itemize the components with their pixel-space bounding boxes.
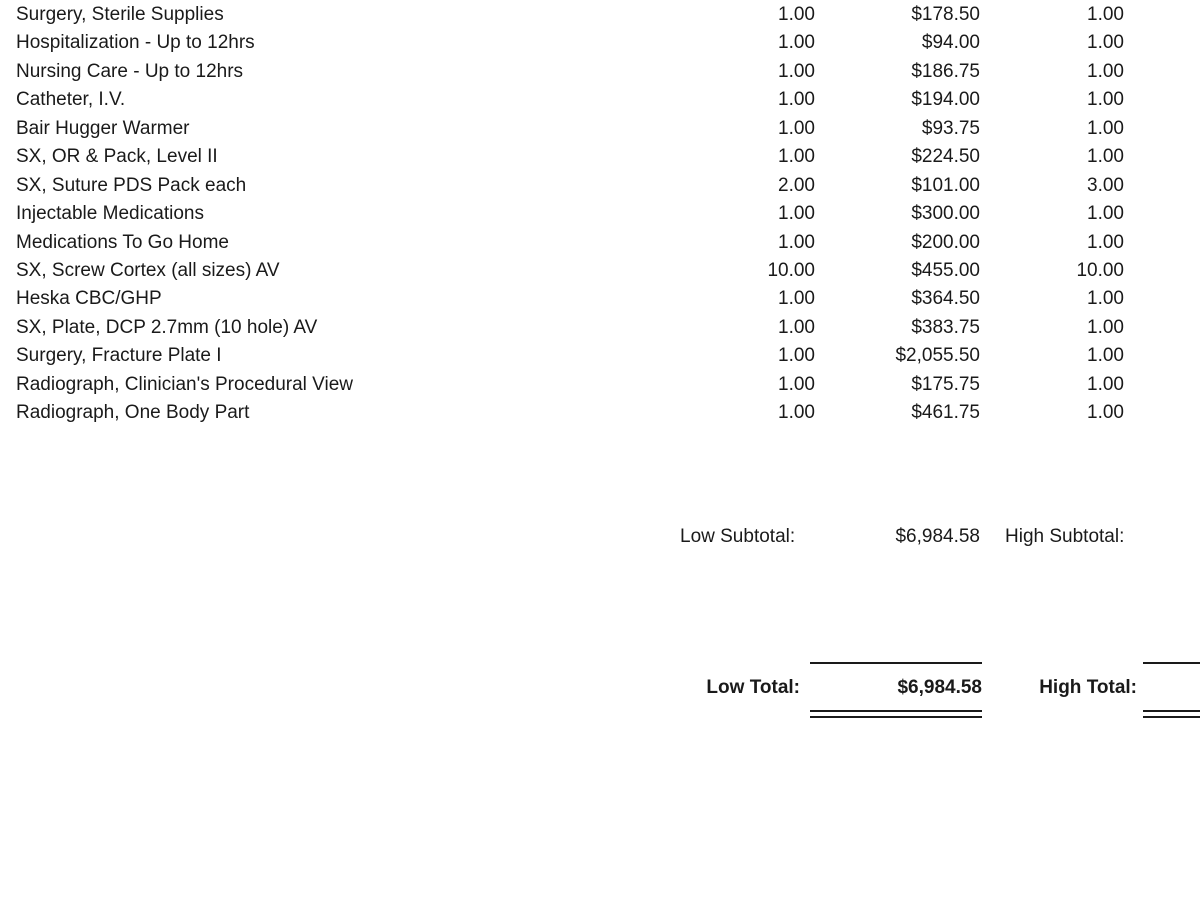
item-qty-low: 10.00 — [767, 259, 815, 281]
table-row — [0, 371, 1200, 399]
table-row — [0, 1, 1200, 29]
item-description: Injectable Medications — [16, 203, 204, 225]
item-price: $300.00 — [911, 203, 980, 225]
low-total-label: Low Total: — [706, 677, 800, 698]
line-items-table — [0, 1, 1200, 428]
item-qty-low: 1.00 — [778, 373, 815, 395]
item-qty-high: 1.00 — [1087, 117, 1124, 139]
item-description: Bair Hugger Warmer — [16, 117, 190, 139]
item-qty-high: 1.00 — [1087, 231, 1124, 253]
item-price: $101.00 — [911, 174, 980, 196]
high-total-underline — [1143, 710, 1200, 718]
item-price: $94.00 — [921, 32, 980, 54]
low-subtotal-value: $6,984.58 — [895, 526, 980, 547]
item-description: Medications To Go Home — [16, 231, 229, 253]
item-qty-low: 1.00 — [778, 146, 815, 168]
item-qty-low: 1.00 — [778, 4, 815, 25]
item-qty-high: 1.00 — [1087, 32, 1124, 54]
item-description: SX, Screw Cortex (all sizes) AV — [16, 259, 280, 281]
item-description: Radiograph, Clinician's Procedural View — [16, 373, 354, 395]
item-price: $194.00 — [911, 89, 980, 111]
high-total-value — [1143, 676, 1200, 700]
item-qty-high: 3.00 — [1087, 174, 1124, 196]
item-description: Surgery, Fracture Plate I — [16, 345, 222, 367]
item-qty-high: 1.00 — [1087, 89, 1124, 111]
item-qty-high: 1.00 — [1087, 60, 1124, 82]
item-qty-high: 1.00 — [1087, 402, 1124, 424]
item-qty-high: 1.00 — [1087, 373, 1124, 395]
item-description: Nursing Care - Up to 12hrs — [16, 60, 244, 82]
high-total-label: High Total: — [1039, 677, 1137, 698]
high-subtotal-label: High Subtotal: — [1005, 526, 1125, 547]
item-qty-low: 1.00 — [778, 203, 815, 225]
item-description: SX, OR & Pack, Level II — [16, 146, 218, 168]
table-row — [0, 58, 1200, 86]
item-qty-low: 2.00 — [778, 174, 815, 196]
table-row — [0, 229, 1200, 257]
item-price: $455.00 — [911, 259, 980, 281]
table-row — [0, 86, 1200, 114]
item-qty-low: 1.00 — [778, 316, 815, 338]
item-qty-high: 1.00 — [1087, 288, 1124, 310]
item-description: Hospitalization - Up to 12hrs — [16, 32, 255, 54]
high-total-box — [1143, 662, 1200, 718]
low-subtotal-label: Low Subtotal: — [680, 526, 796, 547]
item-price: $224.50 — [911, 146, 980, 168]
item-qty-low: 1.00 — [778, 345, 815, 367]
item-description: Surgery, Sterile Supplies — [16, 4, 224, 25]
item-qty-high: 1.00 — [1087, 316, 1124, 338]
item-price: $175.75 — [911, 373, 980, 395]
item-qty-high: 10.00 — [1076, 259, 1124, 281]
table-row — [0, 143, 1200, 171]
item-qty-low: 1.00 — [778, 32, 815, 54]
item-description: Radiograph, One Body Part — [16, 402, 250, 424]
item-price: $93.75 — [921, 117, 980, 139]
item-price: $461.75 — [911, 402, 980, 424]
table-row — [0, 29, 1200, 57]
item-description: SX, Plate, DCP 2.7mm (10 hole) AV — [16, 316, 318, 338]
low-total-box — [810, 662, 982, 718]
table-row — [0, 285, 1200, 313]
table-row — [0, 257, 1200, 285]
item-description: Catheter, I.V. — [16, 89, 126, 111]
item-qty-high: 1.00 — [1087, 203, 1124, 225]
item-price: $364.50 — [911, 288, 980, 310]
item-price: $2,055.50 — [895, 345, 980, 367]
table-row — [0, 314, 1200, 342]
item-qty-low: 1.00 — [778, 288, 815, 310]
item-qty-low: 1.00 — [778, 89, 815, 111]
item-price: $178.50 — [911, 4, 980, 25]
table-row — [0, 342, 1200, 370]
item-qty-low: 1.00 — [778, 60, 815, 82]
item-qty-low: 1.00 — [778, 231, 815, 253]
item-description: Heska CBC/GHP — [16, 288, 162, 310]
item-price: $186.75 — [911, 60, 980, 82]
item-description: SX, Suture PDS Pack each — [16, 174, 247, 196]
item-price: $200.00 — [911, 231, 980, 253]
low-total-value: $6,984.58 — [897, 677, 982, 698]
item-qty-low: 1.00 — [778, 402, 815, 424]
table-row — [0, 200, 1200, 228]
table-row — [0, 115, 1200, 143]
table-row — [0, 399, 1200, 427]
item-qty-high: 1.00 — [1087, 146, 1124, 168]
subtotal-row — [0, 523, 1200, 551]
low-total-underline — [810, 710, 982, 718]
item-price: $383.75 — [911, 316, 980, 338]
table-row — [0, 172, 1200, 200]
item-qty-high: 1.00 — [1087, 345, 1124, 367]
item-qty-high: 1.00 — [1087, 4, 1124, 25]
item-qty-low: 1.00 — [778, 117, 815, 139]
